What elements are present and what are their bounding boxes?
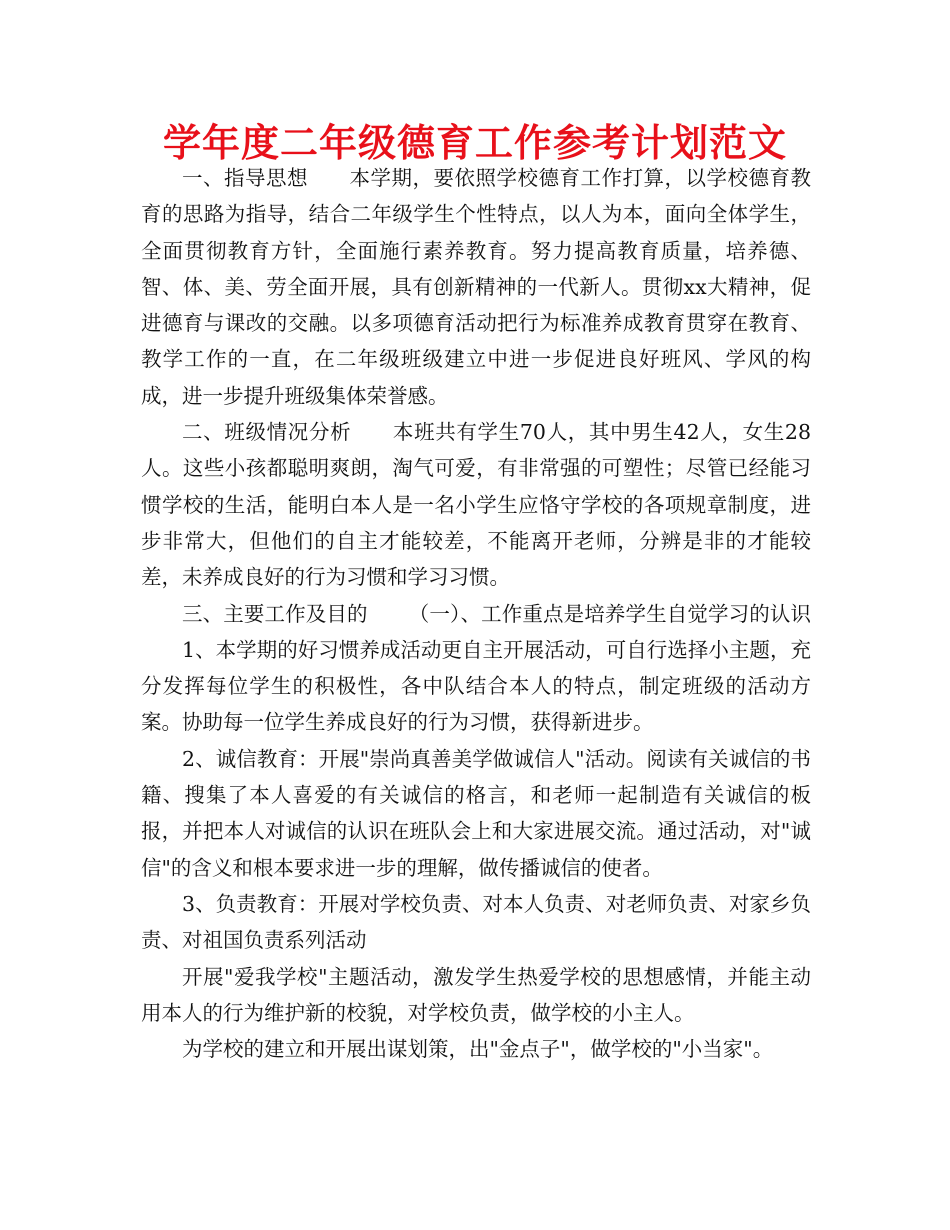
section-heading: 三、主要工作及目的 [182, 601, 368, 626]
document-title: 学年度二年级德育工作参考计划范文 [162, 121, 787, 165]
paragraph-responsibility-education: 3、负责教育：开展对学校负责、对本人负责、对老师负责、对家乡负责、对祖国负责系列活动 [141, 891, 811, 953]
section-text: 本班共有学生70人，其中男生42人，女生28人。这些小孩都聪明爽朗，淘气可爱，有非常强的可塑性；尽管已经能习惯学校的生活，能明白本人是一名小学生应恪守学校的各项规章制度，进步非常大，但他们的自主才能较差，不能离开老师，分辨是非的才能较差，未养成良好的行为习惯和学习习惯。 [141, 420, 812, 590]
paragraph-honesty-education: 2、诚信教育：开展"崇尚真善美学做诚信人"活动。阅读有关诚信的书籍、搜集了本人喜爱的有关诚信的格言，和老师一起制造有关诚信的板报，并把本人对诚信的认识在班队会上和大家进展交流。通过活动，对"诚信"的含义和根本要求进一步的理解，做传播诚信的使者。 [141, 746, 811, 880]
document-body [141, 160, 811, 1067]
paragraph-school-ideas: 为学校的建立和开展出谋划策，出"金点子"，做学校的"小当家"。 [182, 1037, 774, 1062]
section-heading: 二、班级情况分析 [182, 420, 352, 445]
section-class-analysis [141, 414, 811, 595]
paragraph-love-school: 开展"爱我学校"主题活动，激发学生热爱学校的思想感情，并能主动用本人的行为维护新的校貌，对学校负责，做学校的小主人。 [141, 964, 811, 1025]
section-guiding-ideology [141, 160, 811, 414]
section-main-work [141, 596, 811, 741]
section-text: 1、本学期的好习惯养成活动更自主开展活动，可自行选择小主题，充分发挥每位学生的积极性，各中队结合本人的特点，制定班级的活动方案。协助每一位学生养成良好的行为习惯，获得新进步。 [141, 637, 811, 735]
section-text: 本学期，要依照学校德育工作打算，以学校德育教育的思路为指导，结合二年级学生个性特点，以人为本，面向全体学生，全面贯彻教育方针，全面施行素养教育。努力提高教育质量，培养德、智、体、美、劳全面开展，具有创新精神的一代新人。贯彻xx大精神，促进德育与课改的交融。以多项德育活动把行为标准养成教育贯穿在教育、教学工作的一直，在二年级班级建立中进一步促进良好班风、学风的构成，进一步提升班级集体荣誉感。 [141, 166, 811, 408]
section-heading: 一、指导思想 [182, 166, 308, 190]
section-subheading: （一）、工作重点是培养学生自觉学习的认识 [408, 601, 812, 626]
